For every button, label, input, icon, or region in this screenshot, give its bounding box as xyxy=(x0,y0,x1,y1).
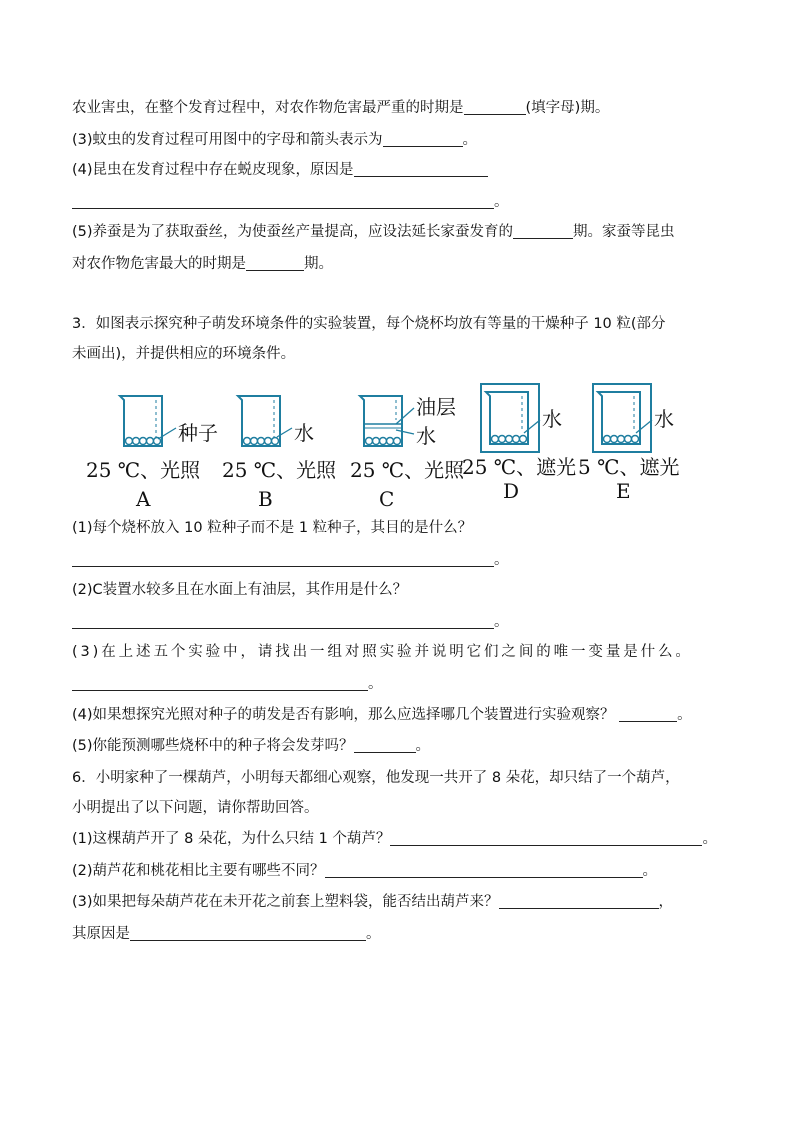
q6-intro-line1: 6．小明家种了一棵葫芦，小明每天都细心观察，他发现一共开了 8 朵花，却只结了一个葫芦， xyxy=(72,770,680,786)
q6-sub2-period: 。 xyxy=(642,863,658,879)
q2-part4-blank-line[interactable] xyxy=(72,193,494,209)
label-water-c: 水 xyxy=(416,424,436,448)
q3-sub5-blank[interactable] xyxy=(354,737,416,753)
q2-part3-period: 。 xyxy=(462,132,478,148)
q2-part5-line2 xyxy=(72,254,333,274)
q3-sub2-blank[interactable] xyxy=(72,613,494,629)
beaker-d xyxy=(481,384,562,452)
seeds-e xyxy=(604,436,639,443)
label-seeds: 种子 xyxy=(178,421,218,445)
q2-part3-text: (3)蚊虫的发育过程可用图中的字母和箭头表示为 xyxy=(72,132,383,148)
q6-sub2-text: (2)葫芦花和桃花相比主要有哪些不同？ xyxy=(72,863,325,879)
q6-sub1-blank[interactable] xyxy=(390,830,702,846)
q3-sub1-answer-line xyxy=(72,550,509,570)
q3-sub3-blank[interactable] xyxy=(72,675,368,691)
q2-line1-text: 农业害虫，在整个发育过程中，对农作物危害最严重的时期是 xyxy=(72,100,464,116)
q3-sub1-blank[interactable] xyxy=(72,551,494,567)
q2-part5-blank2[interactable] xyxy=(246,255,304,271)
q2-part5-tail: 期。家蚕等昆虫 xyxy=(573,224,675,240)
q2-line1 xyxy=(72,98,609,118)
q3-sub1: (1)每个烧杯放入 10 粒种子而不是 1 粒种子，其目的是什么？ xyxy=(72,520,473,536)
q2-part5-text2: 对农作物危害最大的时期是 xyxy=(72,256,246,272)
letter-a: A xyxy=(136,487,151,510)
q2-part4-blank[interactable] xyxy=(354,161,488,177)
q2-part4 xyxy=(72,160,488,180)
q2-part3 xyxy=(72,130,477,150)
q2-part5-line1 xyxy=(72,222,675,242)
condition-a: 25 ℃、光照 xyxy=(86,458,201,482)
q3-sub2-answer-line xyxy=(72,612,509,632)
letter-e: E xyxy=(616,479,631,503)
q6-sub3-comma: ， xyxy=(658,894,674,910)
beaker-e xyxy=(593,384,674,452)
q6-sub3-period: 。 xyxy=(366,926,381,942)
q3-sub2-period: 。 xyxy=(494,614,509,630)
label-oil: 油层 xyxy=(416,395,456,419)
seeds-d xyxy=(492,436,527,443)
q6-sub2-blank[interactable] xyxy=(325,862,643,878)
label-water-d: 水 xyxy=(542,407,562,431)
seeds-b xyxy=(244,438,279,445)
beaker-b xyxy=(238,396,314,446)
q6-sub3-blank2[interactable] xyxy=(130,925,366,941)
q2-blank-stage[interactable] xyxy=(464,99,526,115)
q3-sub5-text: (5)你能预测哪些烧杯中的种子将会发芽吗？ xyxy=(72,738,354,754)
q3-sub1-period: 。 xyxy=(494,552,509,568)
q6-sub1-period: 。 xyxy=(702,831,717,847)
q6-sub3-text: (3)如果把每朵葫芦花在未开花之前套上塑料袋，能否结出葫芦来？ xyxy=(72,894,499,910)
q3-sub4-blank[interactable] xyxy=(619,706,677,722)
condition-b: 25 ℃、光照 xyxy=(222,458,337,482)
q3-sub3-answer-line xyxy=(72,674,383,694)
q3-intro-line1: 3．如图表示探究种子萌发环境条件的实验装置，每个烧杯均放有等量的干燥种子 10 粒(部分 xyxy=(72,316,666,332)
q3-intro-line2: 未画出)，并提供相应的环境条件。 xyxy=(72,346,296,362)
beaker-c xyxy=(360,395,456,448)
q2-line1-tail: (填字母)期。 xyxy=(525,100,610,116)
condition-d: 25 ℃、遮光 xyxy=(462,455,577,479)
q3-sub5 xyxy=(72,736,430,756)
seed-germination-figure xyxy=(84,380,684,510)
q3-sub3-period: 。 xyxy=(368,676,383,692)
letter-b: B xyxy=(258,487,273,510)
q2-part4-period: 。 xyxy=(494,194,509,210)
q3-sub5-period: 。 xyxy=(415,738,431,754)
q6-sub3-reason-text: 其原因是 xyxy=(72,926,130,942)
letter-c: C xyxy=(379,487,395,510)
q3-sub4-period: 。 xyxy=(677,707,692,723)
q2-part3-blank[interactable] xyxy=(383,131,463,147)
q6-intro-line2: 小明提出了以下问题，请你帮助回答。 xyxy=(72,800,319,816)
seeds-a xyxy=(126,438,161,445)
q6-sub3 xyxy=(72,892,673,912)
q6-sub2 xyxy=(72,861,657,881)
q3-sub4-text: (4)如果想探究光照对种子的萌发是否有影响，那么应选择哪几个装置进行实验观察？ xyxy=(72,707,615,723)
label-water-b: 水 xyxy=(294,421,314,445)
condition-e: 5 ℃、遮光 xyxy=(578,455,680,479)
q2-part5-blank1[interactable] xyxy=(513,223,573,239)
letter-d: D xyxy=(503,479,520,503)
q2-part4-text: (4)昆虫在发育过程中存在蜕皮现象，原因是 xyxy=(72,162,354,178)
q6-sub3-line2 xyxy=(72,924,381,944)
seeds-c xyxy=(366,438,401,445)
q2-part4-answer-line xyxy=(72,192,509,212)
condition-c: 25 ℃、光照 xyxy=(350,458,465,482)
beaker-a xyxy=(120,396,218,446)
q6-sub1-text: (1)这棵葫芦开了 8 朵花，为什么只结 1 个葫芦？ xyxy=(72,831,391,847)
q2-part5-text: (5)养蚕是为了获取蚕丝，为使蚕丝产量提高，应设法延长家蚕发育的 xyxy=(72,224,514,240)
q2-part5-tail2: 期。 xyxy=(304,256,333,272)
label-water-e: 水 xyxy=(654,407,674,431)
q6-sub3-blank1[interactable] xyxy=(499,893,659,909)
q3-sub2: (2)C装置水较多且在水面上有油层，其作用是什么？ xyxy=(72,582,408,598)
q3-sub4 xyxy=(72,705,692,725)
q6-sub1 xyxy=(72,829,717,849)
q3-sub3: (3)在上述五个实验中，请找出一组对照实验并说明它们之间的唯一变量是什么。 xyxy=(72,644,693,660)
